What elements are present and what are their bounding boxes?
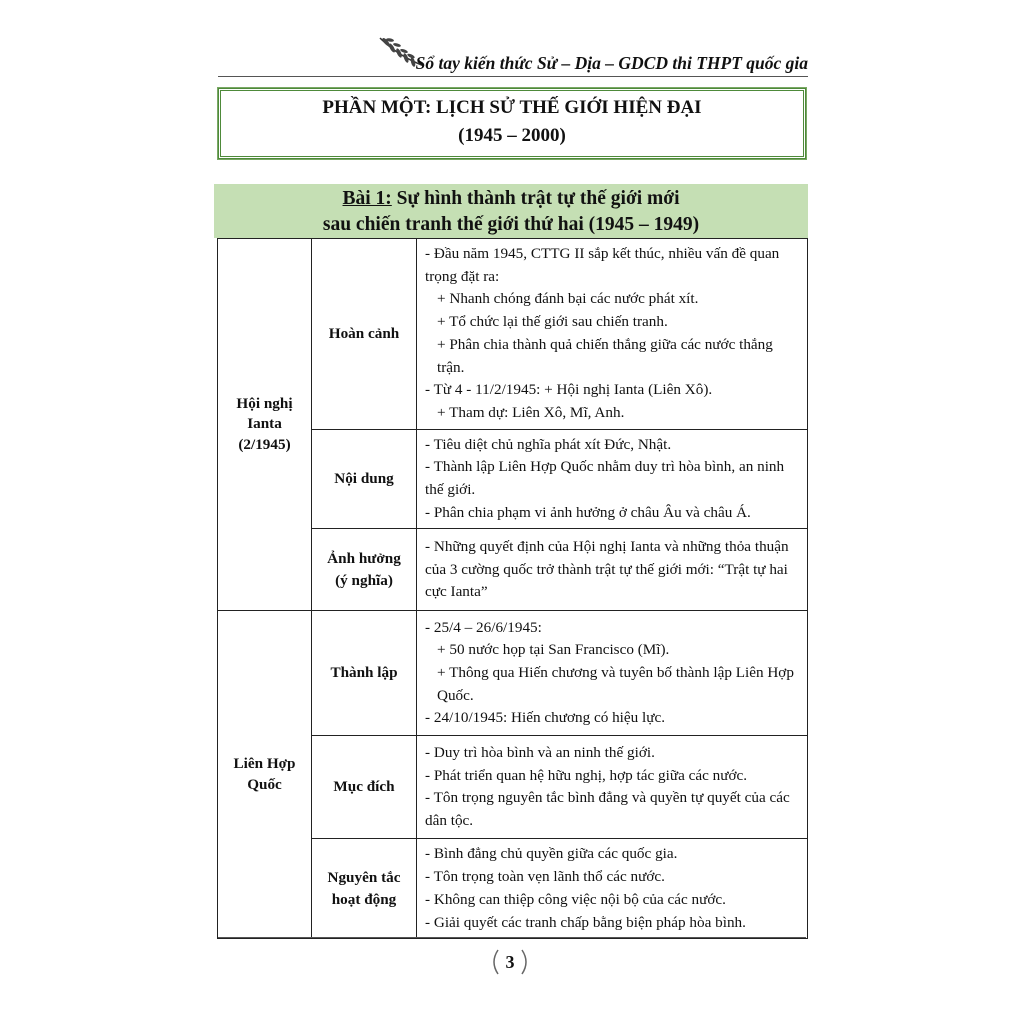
row-content [417,736,808,839]
row-topic: Thành lập [312,611,417,736]
content-line: + Phân chia thành quả chiến thắng giữa các nước thắng trận. [437,335,773,376]
table-row [218,611,808,736]
lesson-title-line2: sau chiến tranh thế giới thứ hai (1945 – 1949) [322,214,700,235]
running-header [218,50,808,77]
part-years: (1945 – 2000) [458,125,566,146]
content-line: - Không can thiệp công việc nội bộ của các nước. [425,890,726,908]
row-topic: Mục đích [312,736,417,839]
lesson-heading [214,184,808,238]
content-line: + Thông qua Hiến chương và tuyên bố thành lập Liên Hợp Quốc. [437,664,794,704]
content-line: + 50 nước họp tại San Francisco (Mĩ). [437,641,670,659]
content-line: - Thành lập Liên Hợp Quốc nhằm duy trì hòa bình, an ninh thế giới. [425,458,785,499]
row-content [417,429,808,529]
content-line: - Những quyết định của Hội nghị Ianta và những thỏa thuận của 3 cường quốc trở thành trật tự thế giới mới: “Trật tự hai cực Ianta” [425,537,789,601]
content-line: + Tổ chức lại thế giới sau chiến tranh. [437,313,668,331]
content-line: - Phân chia phạm vi ảnh hưởng ở châu Âu và châu Á. [425,503,751,521]
content-line: - Tôn trọng nguyên tắc bình đẳng và quyền tự quyết của các dân tộc. [425,789,790,830]
page-number: 3 [505,952,515,972]
table-row [218,239,808,430]
page-number-badge [488,946,532,978]
group-title: Liên Hợp Quốc [218,611,312,939]
row-topic: Nội dung [312,429,417,529]
content-line: - Tôn trọng toàn vẹn lãnh thổ các nước. [425,868,665,886]
footer-rule [218,937,806,938]
row-topic: Hoàn cảnh [312,239,417,430]
row-content [417,529,808,611]
row-content [417,239,808,430]
content-line: - Từ 4 - 11/2/1945: + Hội nghị Ianta (Liên Xô). [425,381,713,399]
part-title-box [218,88,806,159]
lesson-title-line1: Sự hình thành trật tự thế giới mới [391,188,680,209]
content-line: - 25/4 – 26/6/1945: [425,618,542,636]
part-title: PHẦN MỘT: LỊCH SỬ THẾ GIỚI HIỆN ĐẠI [322,97,702,118]
row-content [417,839,808,939]
content-line: - Đầu năm 1945, CTTG II sắp kết thúc, nhiều vấn đề quan trọng đặt ra: [425,245,780,285]
content-line: - 24/10/1945: Hiến chương có hiệu lực. [425,709,666,727]
row-topic: Nguyên tắc hoạt động [312,839,417,939]
row-topic: Ảnh hưởng (ý nghĩa) [312,529,417,611]
group-title: Hội nghị Ianta (2/1945) [218,239,312,611]
lesson-label: Bài 1: [342,188,392,209]
row-content [417,611,808,736]
header-title: Sổ tay kiến thức Sử – Dịa – GDCD thi THPT quốc gia [415,53,808,73]
content-table [217,238,808,939]
content-line: + Tham dự: Liên Xô, Mĩ, Anh. [437,403,625,421]
content-line: - Tiêu diệt chủ nghĩa phát xít Đức, Nhật. [425,435,672,453]
content-line: + Nhanh chóng đánh bại các nước phát xít. [437,290,699,308]
content-line: - Duy trì hòa bình và an ninh thế giới. [425,744,655,762]
content-line: - Giải quyết các tranh chấp bằng biện pháp hòa bình. [425,913,746,931]
content-line: - Phát triển quan hệ hữu nghị, hợp tác giữa các nước. [425,766,748,784]
content-line: - Bình đẳng chủ quyền giữa các quốc gia. [425,845,678,863]
